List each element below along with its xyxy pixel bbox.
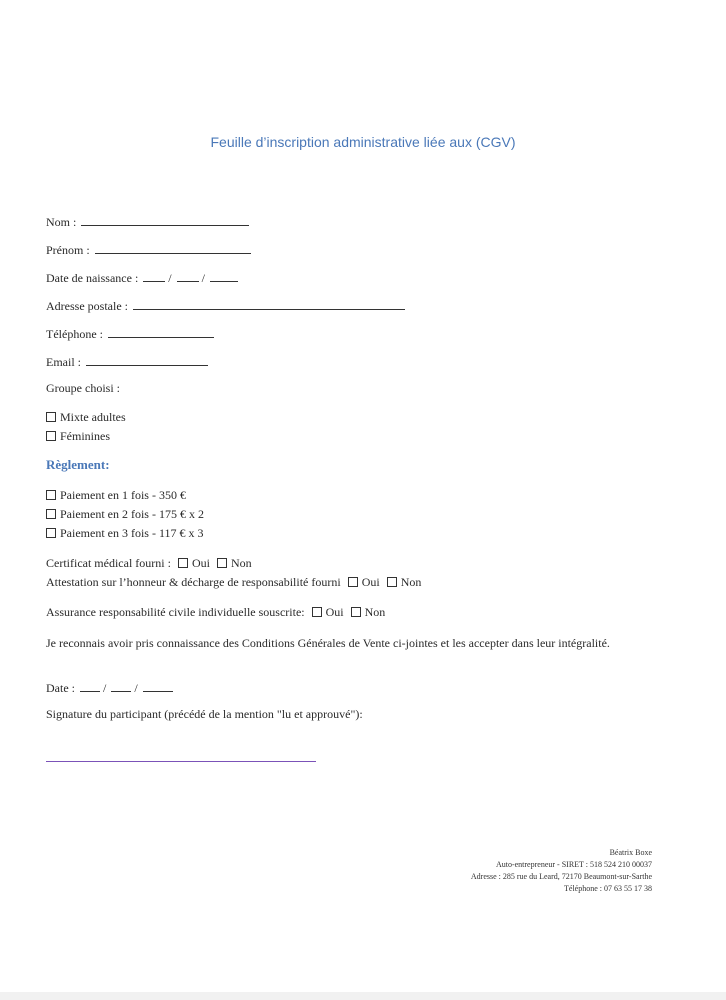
certificat-label: Certificat médical fourni : (46, 556, 171, 570)
nom-blank[interactable] (81, 213, 249, 226)
groupe-option[interactable] (46, 410, 126, 425)
footer-phone: Téléphone : 07 63 55 17 38 (564, 884, 652, 893)
adresse-blank[interactable] (133, 297, 405, 310)
checkbox[interactable] (46, 431, 56, 441)
day-blank[interactable] (80, 679, 100, 692)
date-separator: / (168, 271, 172, 285)
page-bottom-edge (0, 992, 726, 1000)
checkbox[interactable] (46, 509, 56, 519)
telephone-blank[interactable] (108, 325, 214, 338)
groupe-option[interactable] (46, 429, 110, 444)
telephone-label: Téléphone : (46, 327, 103, 341)
nom-label: Nom : (46, 215, 77, 229)
date-separator: / (103, 681, 107, 695)
prenom-blank[interactable] (95, 241, 251, 254)
checkbox-non[interactable] (387, 577, 397, 587)
nom-field (46, 213, 249, 230)
date-naissance-field (46, 269, 238, 286)
email-field (46, 353, 208, 370)
checkbox[interactable] (46, 412, 56, 422)
email-label: Email : (46, 355, 81, 369)
footer-name: Béatrix Boxe (609, 848, 652, 857)
oui-label: Oui (191, 556, 210, 570)
oui-label: Oui (361, 575, 380, 589)
non-label: Non (230, 556, 252, 570)
birth-day-blank[interactable] (143, 269, 165, 282)
attestation-row (46, 575, 421, 590)
date-field (46, 679, 173, 696)
date-separator: / (201, 271, 205, 285)
prenom-field (46, 241, 251, 258)
acceptance-statement: Je reconnais avoir pris connaissance des Conditions Générales de Vente ci-jointes et les accepter dans leur intégralité. (46, 636, 610, 650)
date-separator: / (134, 681, 138, 695)
month-blank[interactable] (111, 679, 131, 692)
footer-contact (471, 847, 652, 895)
checkbox-oui[interactable] (178, 558, 188, 568)
year-blank[interactable] (143, 679, 173, 692)
non-label: Non (400, 575, 422, 589)
assurance-label: Assurance responsabilité civile individuelle souscrite: (46, 605, 305, 619)
payment-option[interactable] (46, 488, 186, 503)
signature-label: Signature du participant (précédé de la mention "lu et approuvé"): (46, 707, 363, 721)
email-blank[interactable] (86, 353, 208, 366)
checkbox[interactable] (46, 528, 56, 538)
prenom-label: Prénom : (46, 243, 90, 257)
telephone-field (46, 325, 214, 342)
certificat-row (46, 556, 252, 571)
adresse-label: Adresse postale : (46, 299, 128, 313)
date-naissance-label: Date de naissance : (46, 271, 139, 285)
checkbox-non[interactable] (351, 607, 361, 617)
date-label: Date : (46, 681, 75, 695)
birth-month-blank[interactable] (177, 269, 199, 282)
footer-siret: Auto-entrepreneur - SIRET : 518 524 210 00037 (495, 860, 652, 869)
reglement-heading: Règlement: (46, 457, 110, 472)
birth-year-blank[interactable] (210, 269, 238, 282)
signature-line[interactable] (46, 761, 316, 762)
checkbox-oui[interactable] (348, 577, 358, 587)
groupe-option-label: Mixte adultes (60, 410, 126, 424)
checkbox-non[interactable] (217, 558, 227, 568)
groupe-label: Groupe choisi : (46, 381, 120, 395)
payment-option[interactable] (46, 507, 204, 522)
attestation-label: Attestation sur l’honneur & décharge de responsabilité fourni (46, 575, 341, 589)
payment-option[interactable] (46, 526, 204, 541)
non-label: Non (364, 605, 386, 619)
payment-option-label: Paiement en 3 fois - 117 € x 3 (60, 526, 204, 540)
oui-label: Oui (325, 605, 344, 619)
checkbox-oui[interactable] (312, 607, 322, 617)
groupe-option-label: Féminines (60, 429, 110, 443)
adresse-field (46, 297, 405, 314)
checkbox[interactable] (46, 490, 56, 500)
footer-address: Adresse : 285 rue du Leard, 72170 Beaumont-sur-Sarthe (470, 872, 652, 881)
payment-option-label: Paiement en 1 fois - 350 € (60, 488, 186, 502)
page-title: Feuille d’inscription administrative liée aux (CGV) (210, 134, 516, 150)
assurance-row (46, 605, 385, 620)
payment-option-label: Paiement en 2 fois - 175 € x 2 (60, 507, 204, 521)
